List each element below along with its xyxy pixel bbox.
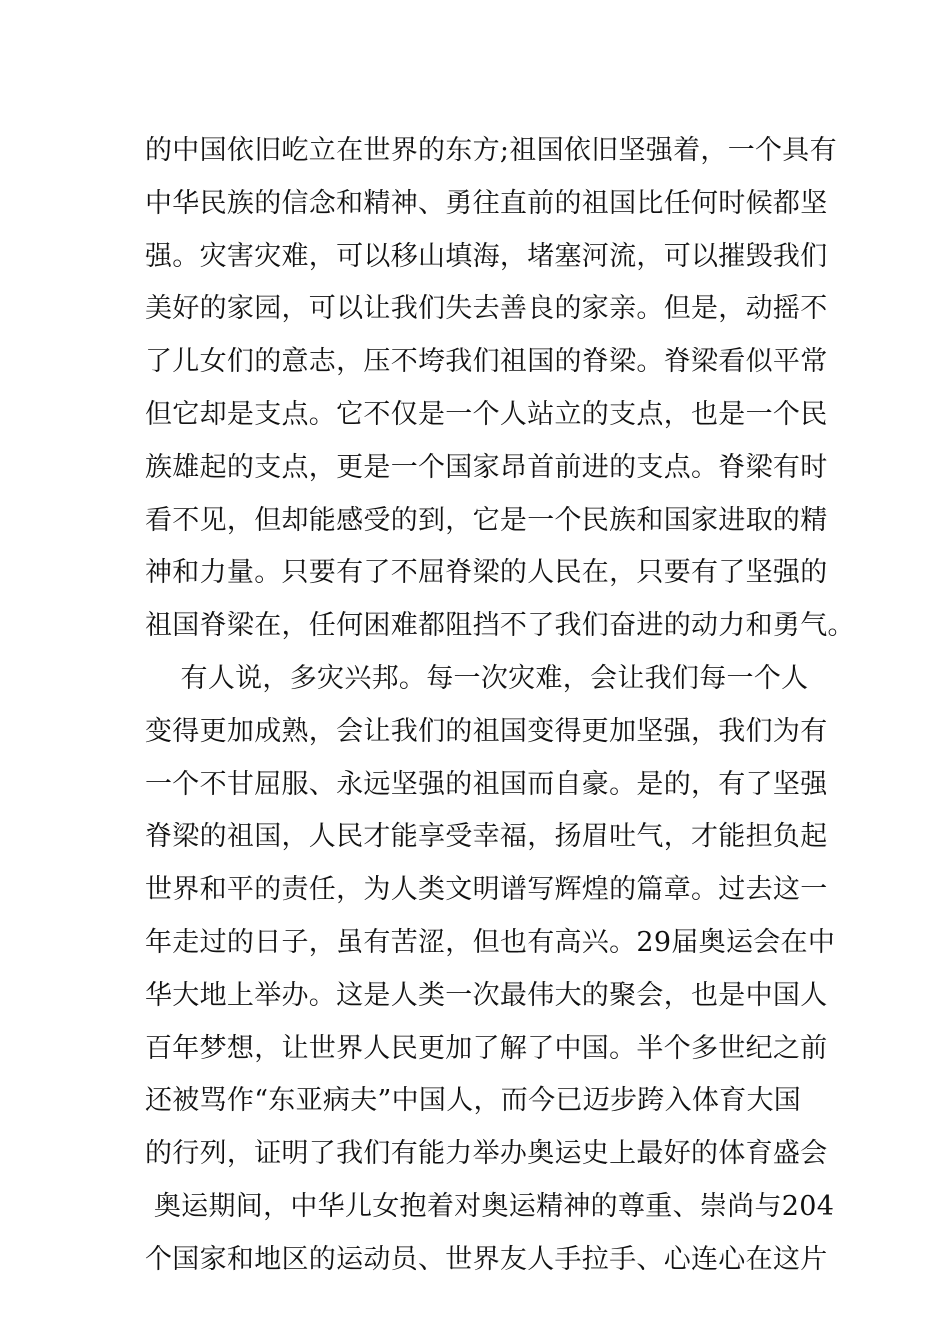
text-line: 了儿女们的意志，压不垮我们祖国的脊梁。脊梁看似平常 — [145, 346, 828, 378]
text-line: 有人说，多灾兴邦。每一次灾难，会让我们每一个人 — [145, 662, 809, 694]
text-line: 强。灾害灾难，可以移山填海，堵塞河流，可以摧毁我们 — [145, 240, 828, 272]
text-line: 一个不甘屈服、永远坚强的祖国而自豪。是的，有了坚强 — [145, 768, 828, 800]
text-line: 世界和平的责任，为人类文明谱写辉煌的篇章。过去这一 — [145, 874, 828, 906]
text-line: 看不见，但却能感受的到，它是一个民族和国家进取的精 — [145, 504, 828, 536]
text-line: 的中国依旧屹立在世界的东方;祖国依旧坚强着，一个具有 — [145, 135, 837, 166]
text-line: 奥运期间，中华儿女抱着对奥运精神的尊重、崇尚与204 — [145, 1190, 835, 1222]
text-line: 祖国脊梁在，任何困难都阻挡不了我们奋进的动力和勇气。 — [145, 610, 855, 642]
text-line: 中华民族的信念和精神、勇往直前的祖国比任何时候都坚 — [145, 187, 828, 219]
text-line: 美好的家园，可以让我们失去善良的家亲。但是，动摇不 — [145, 293, 828, 325]
text-line: 华大地上举办。这是人类一次最伟大的聚会，也是中国人 — [145, 979, 828, 1011]
text-line: 年走过的日子，虽有苦涩，但也有高兴。29届奥运会在中 — [145, 926, 836, 958]
text-line: 脊梁的祖国，人民才能享受幸福，扬眉吐气，才能担负起 — [145, 821, 828, 853]
text-line: 个国家和地区的运动员、世界友人手拉手、心连心在这片 — [145, 1243, 828, 1275]
text-line: 变得更加成熟，会让我们的祖国变得更加坚强，我们为有 — [145, 715, 828, 747]
text-line: 族雄起的支点，更是一个国家昂首前进的支点。脊梁有时 — [145, 451, 828, 483]
text-line: 神和力量。只要有了不屈脊梁的人民在，只要有了坚强的 — [145, 557, 828, 589]
text-line: 的行列，证明了我们有能力举办奥运史上最好的体育盛会 — [145, 1138, 828, 1170]
text-line: 还被骂作“东亚病夫”中国人，而今已迈步跨入体育大国 — [145, 1085, 802, 1117]
text-line: 百年梦想，让世界人民更加了解了中国。半个多世纪之前 — [145, 1032, 828, 1064]
text-line: 但它却是支点。它不仅是一个人站立的支点，也是一个民 — [145, 398, 828, 430]
body-text — [145, 125, 855, 1287]
